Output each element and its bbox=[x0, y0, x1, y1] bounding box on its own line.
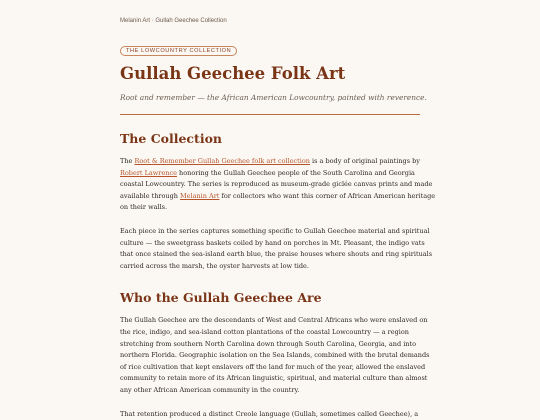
section-heading-collection: The Collection bbox=[120, 131, 420, 146]
text-line: That retention produced a distinct Creole language (Gullah, sometimes called Geechee), a bbox=[120, 409, 422, 420]
section-who bbox=[120, 290, 420, 420]
text-line: any other African American community in the country. bbox=[120, 385, 422, 397]
artist-link[interactable]: Robert Lawrence bbox=[120, 169, 177, 177]
collection-paragraph-2 bbox=[120, 226, 422, 272]
text: for collectors who want this corner of African American heritage bbox=[219, 192, 435, 200]
page-subtitle: Root and remember — the African American Lowcountry, painted with reverence. bbox=[120, 93, 420, 102]
text: is a body of original paintings by bbox=[310, 157, 420, 165]
collection-badge: THE LOWCOUNTRY COLLECTION bbox=[120, 46, 237, 56]
text-line: culture — the sweetgrass baskets coiled by hand on porches in Mt. Pleasant, the indigo vats bbox=[120, 238, 422, 250]
melanin-art-link[interactable]: Melanin Art bbox=[180, 192, 219, 200]
text: available through bbox=[120, 192, 180, 200]
who-paragraph-1 bbox=[120, 315, 422, 396]
who-paragraph-2 bbox=[120, 409, 422, 420]
text-line bbox=[120, 191, 422, 203]
text-line bbox=[120, 156, 422, 168]
collection-paragraph-1 bbox=[120, 156, 422, 214]
breadcrumb: Melanin Art · Gullah Geechee Collection bbox=[120, 18, 420, 24]
section-collection bbox=[120, 131, 420, 272]
text-line: community to retain more of its African linguistic, spiritual, and material culture than almost bbox=[120, 373, 422, 385]
text-line: carried across the marsh, the oyster harvests at low tide. bbox=[120, 261, 422, 273]
collection-link[interactable]: Root & Remember Gullah Geechee folk art collection bbox=[134, 157, 310, 165]
text-line: of rice cultivation that kept enslavers off the land for much of the year, allowed the enslaved bbox=[120, 362, 422, 374]
text-line: the rice, indigo, and sea-island cotton plantations of the coastal Lowcountry — a region bbox=[120, 327, 422, 339]
section-heading-who: Who the Gullah Geechee Are bbox=[120, 290, 420, 305]
text-line bbox=[120, 168, 422, 180]
text-line: stretching from southern North Carolina down through South Carolina, Georgia, and into bbox=[120, 339, 422, 351]
text: The bbox=[120, 157, 134, 165]
text-line: The Gullah Geechee are the descendants of West and Central Africans who were enslaved on bbox=[120, 315, 422, 327]
text-line: northern Florida. Geographic isolation on the Sea Islands, combined with the brutal demands bbox=[120, 350, 422, 362]
divider bbox=[120, 114, 420, 115]
text: honoring the Gullah Geechee people of the South Carolina and Georgia bbox=[177, 169, 415, 177]
text-line: coastal Lowcountry. The series is reproduced as museum-grade giclée canvas prints and made bbox=[120, 179, 422, 191]
text-line: Each piece in the series captures something specific to Gullah Geechee material and spiritual bbox=[120, 226, 422, 238]
text-line: that once stained the sea-island earth blue, the praise houses where shouts and ring spirituals bbox=[120, 249, 422, 261]
page-title: Gullah Geechee Folk Art bbox=[120, 64, 420, 84]
article bbox=[120, 0, 420, 420]
text-line: on their walls. bbox=[120, 202, 422, 214]
